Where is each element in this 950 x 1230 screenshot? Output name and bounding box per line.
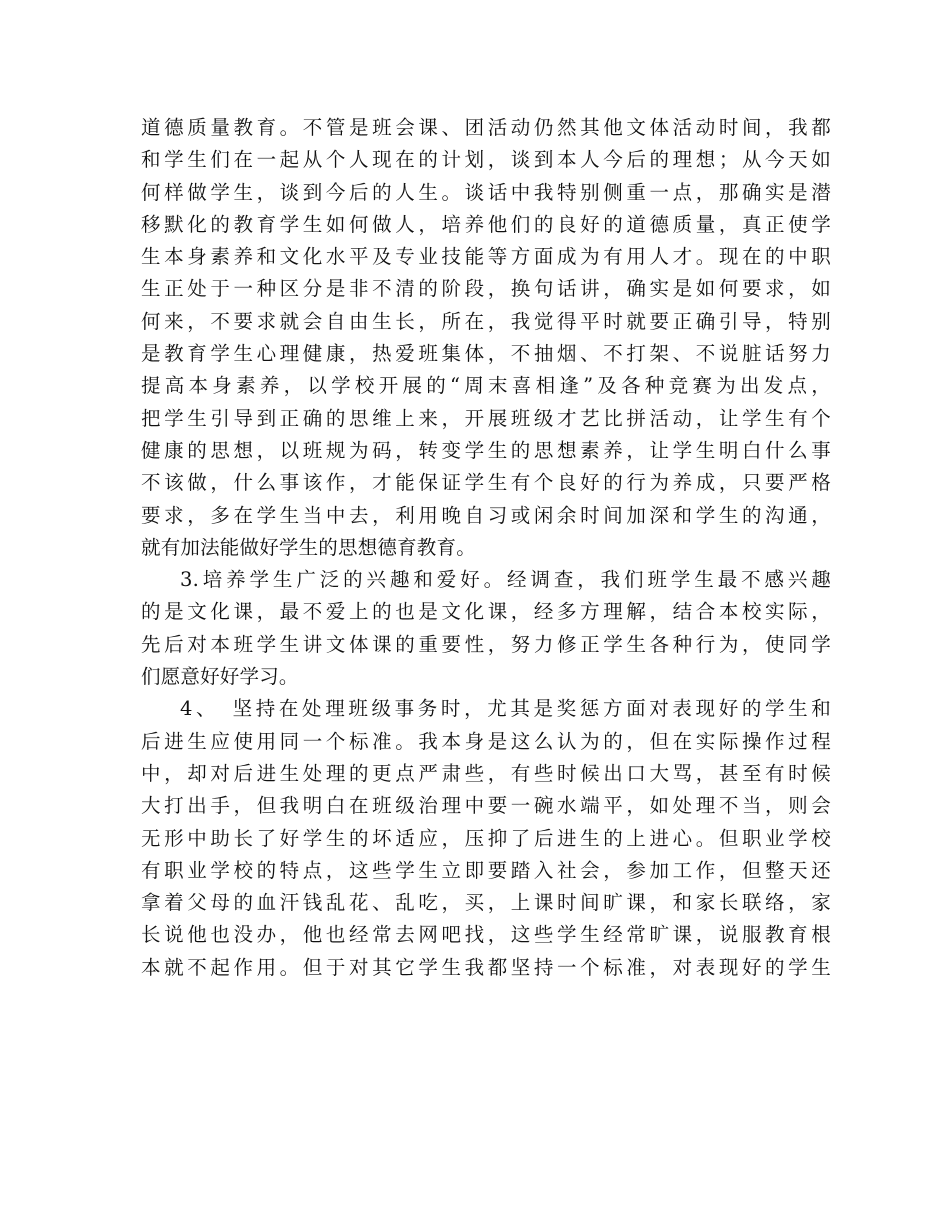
paragraph-moral-education	[141, 112, 831, 564]
text-line: 无形中助长了好学生的坏适应，压抑了后进生的上进心。但职业学校	[141, 826, 831, 850]
text-line: 移默化的教育学生如何做人，培养他们的良好的道德质量，真正使学	[141, 212, 831, 236]
text-line: 和学生们在一起从个人现在的计划，谈到本人今后的理想；从今天如	[141, 148, 831, 172]
text-line: 健康的思想，以班规为码，转变学生的思想素养，让学生明白什么事	[141, 438, 831, 462]
text-line: 中，却对后进生处理的更点严肃些，有些时候出口大骂，甚至有时候	[141, 761, 831, 785]
text-line: 不该做，什么事该作，才能保证学生有个良好的行为养成，只要严格	[141, 471, 831, 495]
text-line: 生正处于一种区分是非不清的阶段，换句话讲，确实是如何要求，如	[141, 277, 831, 301]
text-line: 拿着父母的血汗钱乱花、乱吃，买，上课时间旷课，和家长联络，家	[141, 891, 831, 915]
paragraph-item-3	[141, 564, 831, 693]
text-line: 3.培养学生广泛的兴趣和爱好。经调查，我们班学生最不感兴趣	[180, 568, 831, 592]
text-line: 提高本身素养，以学校开展的“周末喜相逢”及各种竞赛为出发点，	[141, 374, 831, 398]
text-line: 有职业学校的特点，这些学生立即要踏入社会，参加工作，但整天还	[141, 858, 831, 882]
text-line: 们愿意好好学习。	[141, 665, 299, 689]
document-body	[141, 112, 831, 984]
text-line: 4、 坚持在处理班级事务时，尤其是奖惩方面对表现好的学生和	[180, 697, 831, 721]
text-line: 把学生引导到正确的思维上来，开展班级才艺比拼活动，让学生有个	[141, 406, 831, 430]
text-line: 就有加法能做好学生的思想德育教育。	[141, 535, 476, 559]
text-line: 生本身素养和文化水平及专业技能等方面成为有用人才。现在的中职	[141, 245, 831, 269]
text-line: 本就不起作用。但于对其它学生我都坚持一个标准，对表现好的学生	[141, 955, 831, 979]
text-line: 先后对本班学生讲文体课的重要性，努力修正学生各种行为，使同学	[141, 632, 831, 656]
text-line: 大打出手，但我明白在班级治理中要一碗水端平，如处理不当，则会	[141, 794, 831, 818]
text-line: 何来，不要求就会自由生长，所在，我觉得平时就要正确引导，特别	[141, 309, 831, 333]
text-line: 长说他也没办，他也经常去网吧找，这些学生经常旷课，说服教育根	[141, 923, 831, 947]
text-line: 道德质量教育。不管是班会课、团活动仍然其他文体活动时间，我都	[141, 116, 831, 139]
text-line: 要求，多在学生当中去，利用晚自习或闲余时间加深和学生的沟通，	[141, 503, 831, 527]
text-line: 的是文化课，最不爱上的也是文化课，经多方理解，结合本校实际，	[141, 600, 831, 624]
text-line: 是教育学生心理健康，热爱班集体，不抽烟、不打架、不说脏话努力	[141, 342, 831, 366]
paragraph-item-4	[141, 693, 831, 984]
text-line: 何样做学生，谈到今后的人生。谈话中我特别侧重一点，那确实是潜	[141, 180, 831, 204]
text-line: 后进生应使用同一个标准。我本身是这么认为的，但在实际操作过程	[141, 729, 831, 753]
